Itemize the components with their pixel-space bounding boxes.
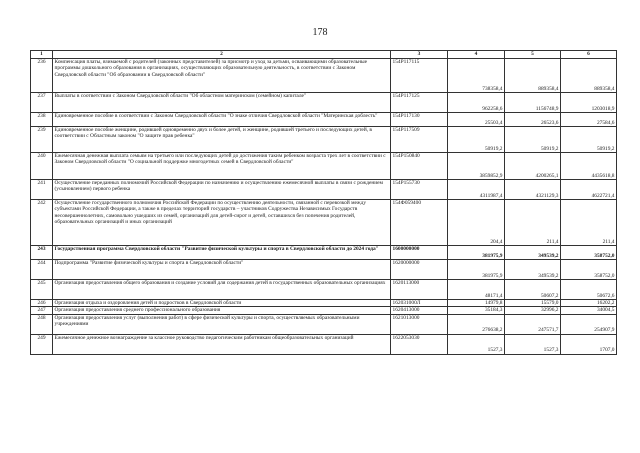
row-code: 1620113000 — [391, 280, 448, 300]
row-code: 154Ф059400 — [391, 200, 448, 246]
row-value-col4: 204,4 — [448, 200, 505, 246]
row-number: 236 — [31, 59, 53, 93]
table-row — [31, 200, 617, 246]
row-value-col4: 25503,4 — [448, 113, 505, 127]
row-value-col5: 32996,2 — [505, 307, 561, 314]
table-row — [31, 93, 617, 113]
row-number: 239 — [31, 127, 53, 153]
row-value-col4: 3859852,9 — [448, 153, 505, 180]
row-number: 241 — [31, 180, 53, 200]
row-value-col5: 247571,7 — [505, 314, 561, 334]
row-value-col6: 211,4 — [561, 200, 617, 246]
row-value-col5: 211,4 — [505, 200, 561, 246]
row-name: Организация предоставления услуг (выполнения работ) в сфере физической культуры и спорта, осуществляемых образовательными учреждениями — [53, 314, 391, 334]
row-value-col5: 4200265,1 — [505, 153, 561, 180]
row-number: 240 — [31, 153, 53, 180]
row-value-col6: 50672,6 — [561, 280, 617, 300]
table-row — [31, 113, 617, 127]
row-value-col5: 26523,6 — [505, 113, 561, 127]
row-name: Организация отдыха и оздоровления детей и подростков в Свердловской области — [53, 300, 391, 307]
row-value-col4: 381975,9 — [448, 260, 505, 280]
table-header-row — [31, 51, 617, 59]
row-number: 248 — [31, 314, 53, 334]
row-value-col5: 50607,2 — [505, 280, 561, 300]
table-row — [31, 127, 617, 153]
page-number: 178 — [312, 27, 328, 38]
row-value-col6: 50919,2 — [561, 127, 617, 153]
table-row — [31, 260, 617, 280]
row-value-col5: 889358,4 — [505, 59, 561, 93]
row-name: Единовременное пособие в соответствии с Законом Свердловской области "О знаке отличия Свердловской области "Материнская доблесть" — [53, 113, 391, 127]
row-value-col4: 4311987,4 — [448, 180, 505, 200]
row-code: 1622053030 — [391, 334, 448, 354]
column-header: 6 — [561, 51, 617, 59]
row-value-col6: 358752,0 — [561, 246, 617, 260]
row-value-col4: 962258,6 — [448, 93, 505, 113]
table-row — [31, 300, 617, 307]
column-header: 1 — [31, 51, 53, 59]
row-name: Ежемесячная денежная выплата семьям на третьего или последующих детей до достижения таким ребенком возраста трех лет в соответствии с Законом Свердловской области "О социальной поддержке многодетных семей в Свердловской области" — [53, 153, 391, 180]
column-header: 2 — [53, 51, 391, 59]
table-row — [31, 280, 617, 300]
row-name: Организация предоставления общего образования и создание условий для содержания детей в государственных образовательных организациях — [53, 280, 391, 300]
row-number: 245 — [31, 280, 53, 300]
table-row — [31, 153, 617, 180]
row-number: 244 — [31, 260, 53, 280]
row-value-col6: 358752,0 — [561, 260, 617, 280]
row-name: Государственная программа Свердловской области "Развитие физической культуры и спорта в Свердловской области до 2024 года" — [53, 246, 391, 260]
row-code: 1620000000 — [391, 260, 448, 280]
row-value-col6: 16202,2 — [561, 300, 617, 307]
row-value-col4: 48171,4 — [448, 280, 505, 300]
row-code: 154Р117125 — [391, 93, 448, 113]
row-value-col4: 35184,3 — [448, 307, 505, 314]
row-value-col6: 4435618,8 — [561, 153, 617, 180]
row-name: Компенсация платы, взимаемой с родителей (законных представителей) за присмотр и уход за детьми, осваивающими образовательные программы дошкольного образования в организациях, осуществляющих образовательную деятельность, в соответствии с Законом Свердловской области "Об образовании в Свердловской области" — [53, 59, 391, 93]
table-row — [31, 180, 617, 200]
row-value-col4: 50919,2 — [448, 127, 505, 153]
row-code: 154Р117509 — [391, 127, 448, 153]
row-number: 242 — [31, 200, 53, 246]
table-row — [31, 314, 617, 334]
table-row — [31, 334, 617, 354]
row-code: 154Р117115 — [391, 59, 448, 93]
row-name: Осуществление переданных полномочий Российской Федерации по назначению и осуществлению ежемесячной выплаты в связи с рождением (усыновлением) первого ребенка — [53, 180, 391, 200]
row-value-col6: 1203018,9 — [561, 93, 617, 113]
row-number: 246 — [31, 300, 53, 307]
row-value-col5: 1156748,9 — [505, 93, 561, 113]
row-code: 1600000000 — [391, 246, 448, 260]
row-value-col4: 14979,8 — [448, 300, 505, 307]
row-number: 249 — [31, 334, 53, 354]
row-value-col5: 4321129,3 — [505, 180, 561, 200]
column-header: 4 — [448, 51, 505, 59]
row-value-col6: 889358,4 — [561, 59, 617, 93]
row-value-col4: 381975,9 — [448, 246, 505, 260]
row-value-col5: 349539,2 — [505, 260, 561, 280]
row-value-col4: 1527,3 — [448, 334, 505, 354]
row-value-col5: 1527,3 — [505, 334, 561, 354]
row-value-col6: 1707,0 — [561, 334, 617, 354]
budget-table — [30, 50, 617, 355]
row-code: 154Р150840 — [391, 153, 448, 180]
row-code: 154Р155730 — [391, 180, 448, 200]
row-code: 1620413000 — [391, 307, 448, 314]
row-value-col6: 27584,6 — [561, 113, 617, 127]
row-number: 237 — [31, 93, 53, 113]
row-value-col5: 349539,2 — [505, 246, 561, 260]
table-row — [31, 59, 617, 93]
row-name: Единовременное пособие женщине, родившей одновременно двух и более детей, и женщине, родившей третьего и последующих детей, в соответствии с Областным законом "О защите прав ребенка" — [53, 127, 391, 153]
row-name: Организация предоставления среднего профессионального образования — [53, 307, 391, 314]
row-value-col5: 50919,2 — [505, 127, 561, 153]
row-value-col5: 15579,0 — [505, 300, 561, 307]
row-code: 162031000Л — [391, 300, 448, 307]
table-row — [31, 246, 617, 260]
row-value-col6: 4622721,4 — [561, 180, 617, 200]
column-header: 5 — [505, 51, 561, 59]
row-name: Осуществление государственного полномочия Российской Федерации по осуществлению деятельности, связанной с перевозкой между субъектами Российской Федерации, а также в пределах территорий государств – участников Содружества Независимых Государств несовершеннолетних, самовольно ушедших из семей, организаций для детей-сирот и детей, оставшихся без попечения родителей, образовательных организаций и иных организаций — [53, 200, 391, 246]
table-row — [31, 307, 617, 314]
row-value-col4: 738358,4 — [448, 59, 505, 93]
row-code: 154Р117130 — [391, 113, 448, 127]
row-number: 247 — [31, 307, 53, 314]
row-name: Ежемесячное денежное вознаграждение за классное руководство педагогическим работникам общеобразовательных организаций — [53, 334, 391, 354]
column-header: 3 — [391, 51, 448, 59]
row-value-col4: 276638,2 — [448, 314, 505, 334]
row-value-col6: 34004,5 — [561, 307, 617, 314]
row-name: Выплаты в соответствии с Законом Свердловской области "Об областном материнском (семейном) капитале" — [53, 93, 391, 113]
row-code: 1621013000 — [391, 314, 448, 334]
row-name: Подпрограмма "Развитие физической культуры и спорта в Свердловской области" — [53, 260, 391, 280]
row-number: 238 — [31, 113, 53, 127]
row-value-col6: 254907,9 — [561, 314, 617, 334]
row-number: 243 — [31, 246, 53, 260]
